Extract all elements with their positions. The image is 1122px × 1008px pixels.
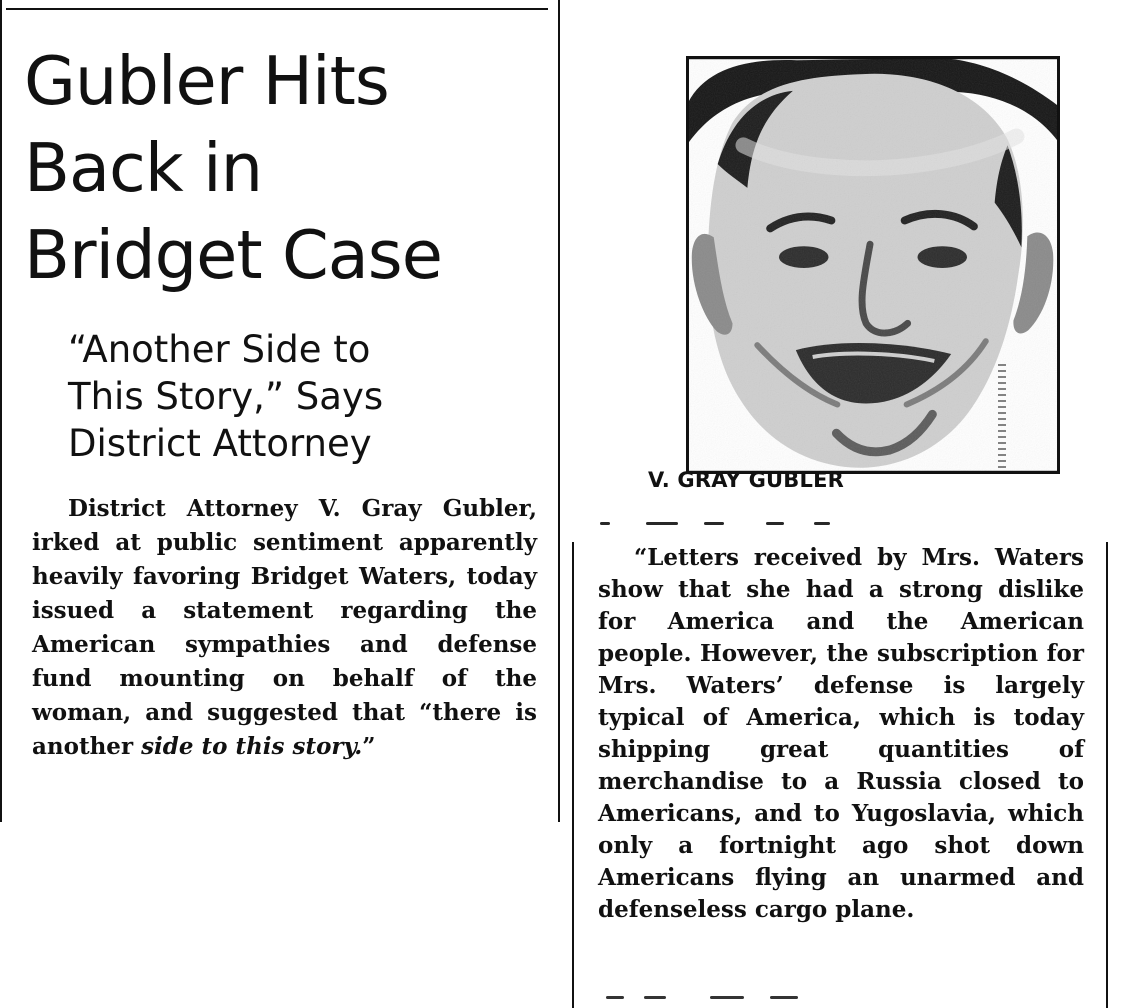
- edge-mark: [998, 400, 1006, 402]
- text-fragment-mark: [814, 522, 830, 525]
- edge-mark: [998, 412, 1006, 414]
- edge-mark: [998, 460, 1006, 462]
- bottom-text-fragment: [596, 996, 808, 1006]
- edge-mark: [998, 436, 1006, 438]
- headline: Gubler Hits Back in Bridget Case: [24, 42, 442, 294]
- text-fragment-mark: [600, 522, 610, 525]
- edge-mark: [998, 466, 1006, 468]
- continued-text: “Letters received by Mrs. Waters show that she had a strong dislike for America and the American people. However, the subscription for Mrs. Waters’ defense is largely typical of America, which is today shipping great quantities of merchandise to a Russia closed to Americans, and to Yugoslavia, which only a fortnight ago shot down Americans flying an unarmed and defenseless cargo plane.: [598, 544, 1084, 923]
- edge-mark: [998, 364, 1006, 366]
- edge-mark: [998, 376, 1006, 378]
- text-fragment-mark: [606, 996, 624, 999]
- left-column-left-border: [0, 0, 2, 822]
- text-fragment-mark: [704, 522, 724, 525]
- lead-text-part-2: ”: [362, 733, 376, 760]
- photo-edge-marks: [998, 360, 1012, 500]
- edge-mark: [998, 424, 1006, 426]
- edge-mark: [998, 430, 1006, 432]
- lead-text-part-1: District Attorney V. Gray Gubler, irked at public sentiment apparently heavily favoring Bridget Waters, today issued a statement regarding the American sympathies and defense fund mounting on behalf of the woman, and suggested that “there is another: [32, 495, 537, 760]
- edge-mark: [998, 442, 1006, 444]
- edge-mark: [998, 370, 1006, 372]
- text-fragment-mark: [644, 996, 666, 999]
- subheadline: “Another Side to This Story,” Says District Attorney: [68, 328, 384, 465]
- edge-mark: [998, 388, 1006, 390]
- right-article-column: [572, 542, 1108, 1008]
- text-fragment-mark: [766, 522, 784, 525]
- edge-mark: [998, 418, 1006, 420]
- text-fragment-mark: [646, 522, 678, 525]
- edge-mark: [998, 382, 1006, 384]
- lead-text-italic: side to this story.: [141, 733, 363, 760]
- left-column-right-border: [558, 0, 560, 822]
- continued-paragraph: [598, 542, 1084, 926]
- top-text-fragment: [600, 522, 830, 534]
- text-fragment-mark: [770, 996, 798, 999]
- edge-mark: [998, 394, 1006, 396]
- edge-mark: [998, 448, 1006, 450]
- text-fragment-mark: [710, 996, 744, 999]
- left-article-column: [0, 10, 560, 822]
- edge-mark: [998, 454, 1006, 456]
- edge-mark: [998, 406, 1006, 408]
- lead-paragraph: [32, 492, 537, 764]
- photo-caption: V. GRAY GUBLER: [648, 468, 844, 492]
